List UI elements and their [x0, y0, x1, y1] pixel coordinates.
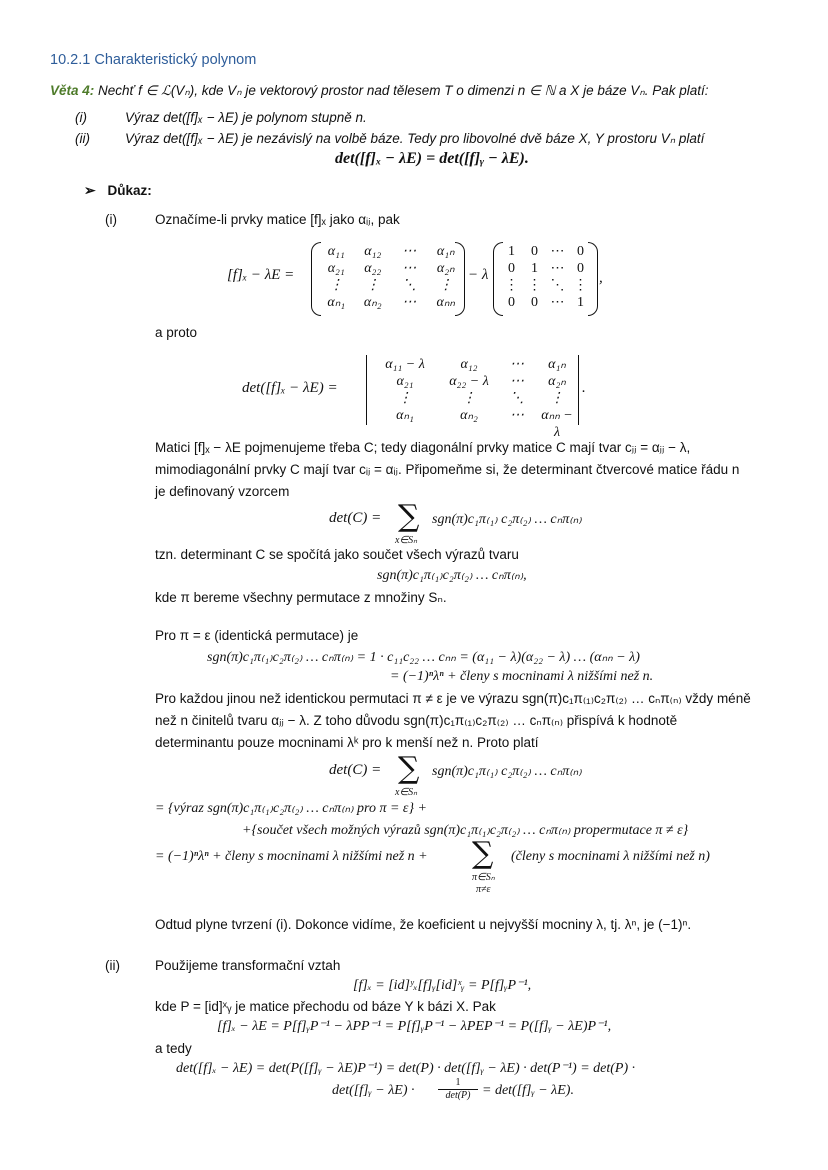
matrix-e-cell: ⋮: [573, 278, 588, 293]
line-a: = {výraz sgn(π)c₁π₍₁₎c₂π₍₂₎ … cₙπ₍ₙ₎ pro π = ε} +: [155, 801, 427, 816]
matrix-a-cell: ⋯: [402, 244, 417, 259]
matrix-a-cell: ⋮: [438, 278, 453, 293]
det-left-bar: [366, 355, 367, 425]
matrix-a-cell: αₙₙ: [436, 295, 455, 310]
matrix-e-cell: 1: [508, 244, 515, 259]
part-i-num: (i): [105, 212, 117, 227]
matrix-e-right-paren: [588, 242, 598, 316]
eq-det-2a: det([f]ᵧ − λE) ·: [332, 1083, 415, 1098]
det-matrix-cell: ⋮: [398, 391, 412, 406]
detC-lhs: det(C) =: [329, 510, 382, 526]
sum3-subscript-2: π≠ε: [476, 884, 491, 895]
matrix-e-cell: ⋯: [550, 295, 565, 310]
det-matrix-cell: ⋯: [510, 357, 524, 372]
part-ii-intro: Použijeme transformační vztah: [155, 958, 341, 973]
transform-eq: [f]ₓ = [id]ʸₓ[f]ᵧ[id]ˣᵧ = P[f]ᵧP⁻¹,: [353, 978, 532, 993]
eq-pf: [f]ₓ − λE = P[f]ᵧP⁻¹ − λPP⁻¹ = P[f]ᵧP⁻¹ − λPEP⁻¹ = P([f]ᵧ − λE)P⁻¹,: [217, 1019, 612, 1034]
matrix-a-cell: α₁₂: [364, 244, 382, 259]
matrix-a-cell: ⋮: [365, 278, 380, 293]
matrix-a-cell: α₁₁: [327, 244, 345, 259]
det-matrix-cell: α₁₂: [460, 357, 478, 372]
theorem-label: Věta 4:: [50, 83, 95, 98]
sum-term: sgn(π)c₁π₍₁₎ c₂π₍₂₎ … cₙπ₍ₙ₎: [432, 512, 582, 527]
det-matrix-cell: ⋯: [510, 408, 524, 423]
matrix-e-cell: ⋯: [550, 244, 565, 259]
minus-lambda: − λ: [468, 267, 489, 283]
para2-line1: Pro každou jinou než identickou permutaci π ≠ ε je ve výrazu sgn(π)c₁π₍₁₎c₂π₍₂₎ … cₙπ₍ₙ₎ vždy méně: [155, 691, 751, 706]
tzn-line: tzn. determinant C se spočítá jako součet všech výrazů tvaru: [155, 547, 519, 562]
arrow-bullet-icon: ➢: [84, 182, 96, 198]
det-matrix-cell: αₙ₂: [460, 408, 478, 423]
para1-line1: Matici [f]ₓ − λE pojmenujeme třeba C; tedy diagonální prvky matice C mají tvar cⱼⱼ = αⱼⱼ − λ,: [155, 440, 691, 455]
part-i-intro: Označíme-li prvky matice [f]ₓ jako αᵢⱼ, pak: [155, 212, 400, 227]
sum-symbol-2: ∑: [398, 751, 420, 786]
det-end: .: [582, 380, 586, 396]
pro-line: Pro π = ε (identická permutace) je: [155, 628, 359, 643]
theorem-item-text-2: Výraz det([f]ₓ − λE) je nezávislý na volbě báze. Tedy pro libovolné dvě báze X, Y prostoru Vₙ platí: [125, 131, 705, 146]
kde-p-line: kde P = [id]ˣᵧ je matice přechodu od báze Y k bázi X. Pak: [155, 999, 496, 1014]
matrix-e-cell: ⋯: [550, 261, 565, 276]
theorem-item-num-2: (ii): [75, 131, 90, 146]
matrix-e-cell: 1: [531, 261, 538, 276]
matrix-e-cell: ⋱: [550, 278, 565, 293]
matrix-e-cell: 0: [577, 244, 584, 259]
sum-subscript-2: x∈Sₙ: [395, 787, 418, 798]
theorem-item-text-1: Výraz det([f]ₓ − λE) je polynom stupně n.: [125, 110, 367, 125]
det-matrix-cell: αₙ₁: [396, 408, 414, 423]
identity-eq-2: = (−1)ⁿλⁿ + členy s mocninami λ nižšími než n.: [390, 669, 654, 684]
line-c-after: (členy s mocninami λ nižšími než n): [511, 849, 710, 864]
matrix-a-cell: ⋯: [402, 295, 417, 310]
matrix-e-cell: 0: [531, 295, 538, 310]
matrix-e-cell: 0: [577, 261, 584, 276]
fraction-denominator: det(P): [445, 1090, 471, 1101]
det-matrix-cell: αₙₙ − λ: [541, 408, 573, 440]
theorem-line: [50, 83, 709, 99]
matrix-a-cell: α₂ₙ: [436, 261, 455, 276]
matrix-a-cell: ⋱: [402, 278, 417, 293]
matrix-a-cell: ⋯: [402, 261, 417, 276]
proof-label: [84, 182, 152, 199]
section-heading: 10.2.1 Charakteristický polynom: [50, 52, 257, 68]
det-matrix-cell: α₂₁: [396, 374, 414, 389]
a-tedy: a tedy: [155, 1041, 192, 1056]
fraction-numerator: 1: [438, 1077, 478, 1090]
identity-eq-1: sgn(π)c₁π₍₁₎c₂π₍₂₎ … cₙπ₍ₙ₎ = 1 · c₁₁c₂₂ … cₙₙ = (α₁₁ − λ)(α₂₂ − λ) … (αₙₙ − λ): [207, 650, 640, 665]
eq-det-2b: = det([f]ᵧ − λE).: [482, 1083, 574, 1098]
theorem-statement: Nechť f ∈ ℒ(Vₙ), kde Vₙ je vektorový prostor nad tělesem T o dimenzi n ∈ ℕ a X je báze Vₙ. Pak platí:: [98, 83, 709, 98]
part-ii-num: (ii): [105, 958, 120, 973]
matrix-a-cell: αₙ₁: [327, 295, 346, 310]
det-matrix-cell: ⋯: [510, 374, 524, 389]
det-matrix-cell: α₁ₙ: [548, 357, 566, 372]
tvar-expression: sgn(π)c₁π₍₁₎c₂π₍₂₎ … cₙπ₍ₙ₎,: [377, 568, 527, 583]
para2-line3: determinantu pouze mocninami λᵏ pro k menší než n. Proto platí: [155, 735, 539, 750]
sum3-subscript-1: π∈Sₙ: [472, 872, 495, 883]
matrix-e-cell: 0: [531, 244, 538, 259]
matrix-e-cell: ⋮: [527, 278, 542, 293]
kde-line: kde π bereme všechny permutace z množiny Sₙ.: [155, 590, 447, 605]
sum-symbol-3: ∑: [472, 836, 494, 871]
det-matrix-cell: ⋮: [550, 391, 564, 406]
det-matrix-cell: α₂₂ − λ: [449, 374, 489, 389]
sum-term-2: sgn(π)c₁π₍₁₎ c₂π₍₂₎ … cₙπ₍ₙ₎: [432, 764, 582, 779]
proof-label-text: Důkaz:: [107, 183, 152, 198]
matrix-a-right-paren: [455, 242, 465, 316]
matrix-a-cell: α₂₁: [327, 261, 345, 276]
theorem-equation: det([f]ₓ − λE) = det([f]ᵧ − λE).: [335, 150, 529, 167]
matrix-lhs: [f]ₓ − λE =: [227, 267, 295, 283]
matrix-e-cell: 0: [508, 261, 515, 276]
detC-lhs-2: det(C) =: [329, 762, 382, 778]
matrix-a: [318, 243, 464, 311]
sum-symbol: ∑: [398, 499, 420, 534]
det-matrix-cell: α₂ₙ: [548, 374, 566, 389]
matrix-e-cell: ⋮: [504, 278, 519, 293]
matrix-a-cell: αₙ₂: [363, 295, 382, 310]
sum-subscript: x∈Sₙ: [395, 535, 418, 546]
det-lhs: det([f]ₓ − λE) =: [242, 380, 338, 396]
line-c: = (−1)ⁿλⁿ + členy s mocninami λ nižšími než n +: [155, 849, 428, 864]
matrix-e-cell: 1: [577, 295, 584, 310]
det-matrix-cell: ⋱: [510, 391, 524, 406]
para1-line2: mimodiagonální prvky C mají tvar cᵢⱼ = αᵢⱼ. Připomeňme si, že determinant čtvercové matice řádu n: [155, 462, 740, 477]
para1-line3: je definovaný vzorcem: [155, 484, 290, 499]
line-b: +{součet všech možných výrazů sgn(π)c₁π₍₁₎c₂π₍₂₎ … cₙπ₍ₙ₎ propermutace π ≠ ε}: [242, 823, 689, 838]
eq-det-1: det([f]ₓ − λE) = det(P([f]ᵧ − λE)P⁻¹) = det(P) · det([f]ᵧ − λE) · det(P⁻¹) = det(P) ·: [176, 1061, 636, 1076]
theorem-item-num-1: (i): [75, 110, 87, 125]
matrix-e: [500, 243, 592, 311]
matrix-end: ,: [599, 270, 603, 286]
conclusion-i: Odtud plyne tvrzení (i). Dokonce vidíme, že koeficient u nejvyšší mocniny λ, tj. λⁿ, je (−1)ⁿ.: [155, 917, 692, 932]
det-right-bar: [578, 355, 579, 425]
matrix-a-cell: α₂₂: [364, 261, 382, 276]
matrix-a-cell: ⋮: [329, 278, 344, 293]
matrix-a-cell: α₁ₙ: [436, 244, 455, 259]
det-matrix-cell: ⋮: [462, 391, 476, 406]
fraction: [438, 1077, 478, 1102]
a-proto: a proto: [155, 325, 198, 340]
matrix-e-cell: 0: [508, 295, 515, 310]
para2-line2: než n činitelů tvaru αⱼⱼ − λ. Z toho důvodu sgn(π)c₁π₍₁₎c₂π₍₂₎ … cₙπ₍ₙ₎ přispívá k hodnotě: [155, 713, 678, 728]
det-matrix: [369, 356, 577, 441]
det-matrix-cell: α₁₁ − λ: [385, 357, 425, 372]
